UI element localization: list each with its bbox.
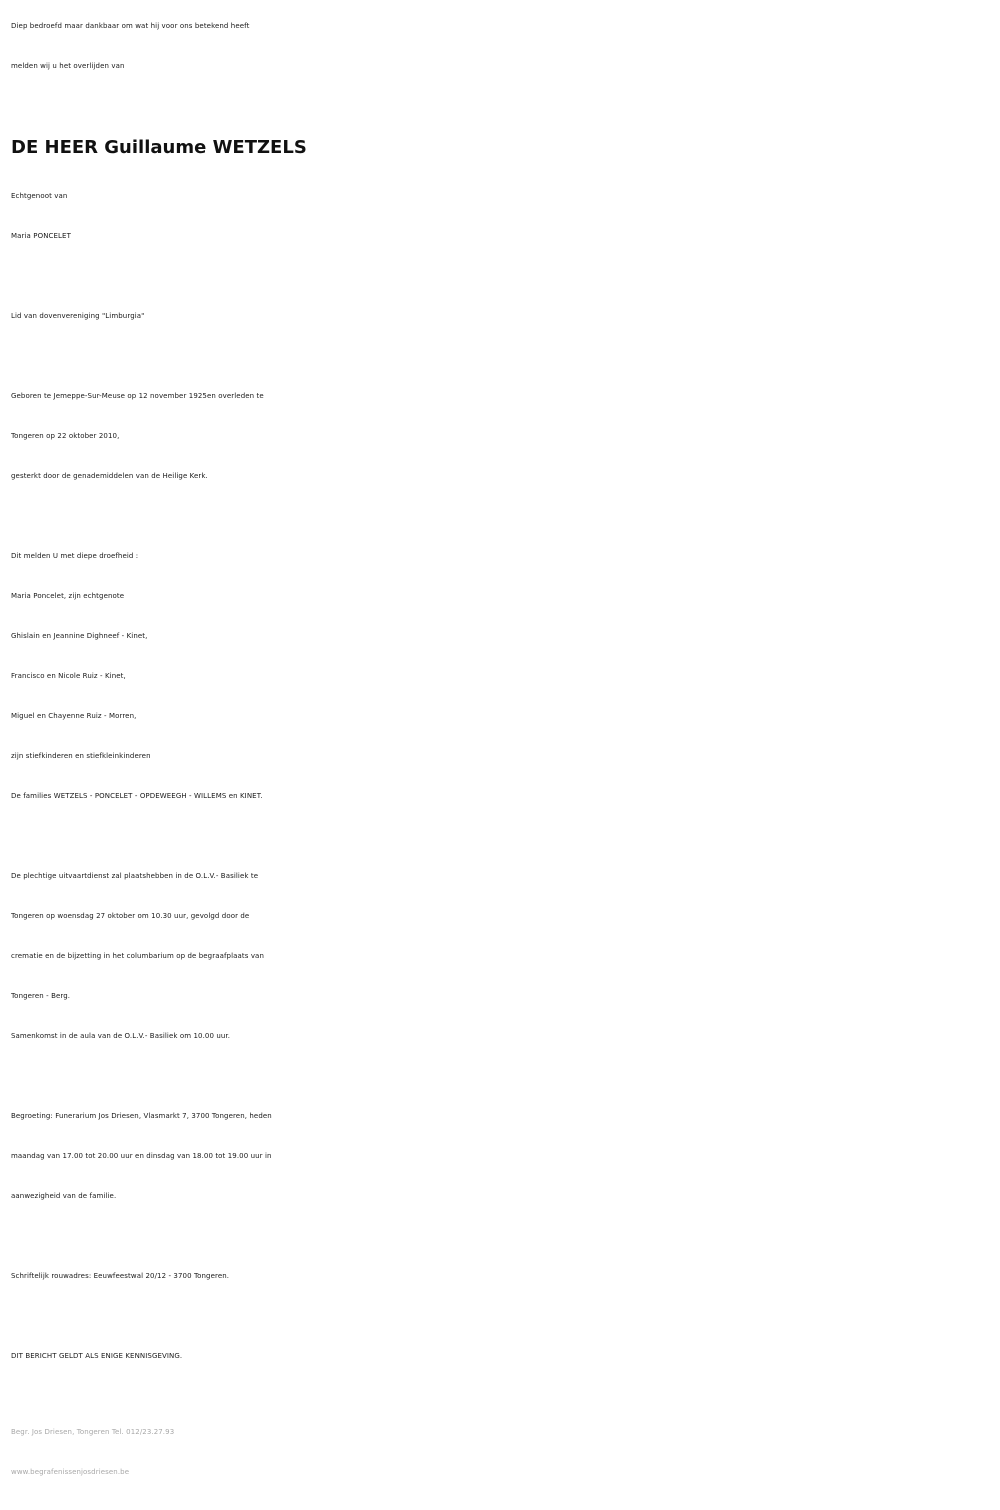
service-line: crematie en de bijzetting in het columbarium op de begraafplaats van: [11, 952, 264, 960]
condolence-address: Schriftelijk rouwadres: Eeuwfeestwal 20/12 - 3700 Tongeren.: [11, 1272, 230, 1280]
birth-death-line: Geboren te Jemeppe-Sur-Meuse op 12 november 1925en overleden te: [11, 392, 264, 400]
family-line: Dit melden U met diepe droefheid :: [11, 552, 139, 560]
spouse-block: [11, 176, 991, 256]
service-line: Samenkomst in de aula van de O.L.V.- Basiliek om 10.00 uur.: [11, 1032, 231, 1040]
birth-death-line: Tongeren op 22 oktober 2010,: [11, 432, 120, 440]
service-line: De plechtige uitvaartdienst zal plaatshebben in de O.L.V.- Basiliek te: [11, 872, 259, 880]
family-line: Miguel en Chayenne Ruiz - Morren,: [11, 712, 137, 720]
birth-death-block: [11, 376, 991, 496]
family-line: Maria Poncelet, zijn echtgenote: [11, 592, 125, 600]
family-block: [11, 536, 991, 816]
membership-text: Lid van dovenvereniging "Limburgia": [11, 312, 145, 320]
deceased-name: DE HEER Guillaume WETZELS: [11, 137, 307, 158]
service-line: Tongeren op woensdag 27 oktober om 10.30 uur, gevolgd door de: [11, 912, 250, 920]
funeral-home-contact: Begr. Jos Driesen, Tongeren Tel. 012/23.27.93: [11, 1428, 175, 1436]
footer: [11, 1412, 991, 1492]
family-line: zijn stiefkinderen en stiefkleinkinderen: [11, 752, 151, 760]
family-line: Ghislain en Jeannine Dighneef - Kinet,: [11, 632, 148, 640]
website-link[interactable]: www.begrafenissenjosdriesen.be: [11, 1468, 130, 1476]
family-line: De families WETZELS - PONCELET - OPDEWEEGH - WILLEMS en KINET.: [11, 792, 263, 800]
spouse-label: Echtgenoot van: [11, 192, 68, 200]
visitation-line: Begroeting: Funerarium Jos Driesen, Vlasmarkt 7, 3700 Tongeren, heden: [11, 1112, 272, 1120]
intro-line: Diep bedroefd maar dankbaar om wat hij voor ons betekend heeft: [11, 22, 250, 30]
intro-text: [11, 0, 991, 86]
visitation-block: [11, 1096, 991, 1216]
spouse-name: Maria PONCELET: [11, 232, 71, 240]
intro-line: melden wij u het overlijden van: [11, 62, 125, 70]
obituary-notice: [11, 0, 991, 1492]
birth-death-line: gesterkt door de genademiddelen van de Heilige Kerk.: [11, 472, 208, 480]
service-line: Tongeren - Berg.: [11, 992, 71, 1000]
service-block: [11, 856, 991, 1056]
visitation-line: maandag van 17.00 tot 20.00 uur en dinsdag van 18.00 tot 19.00 uur in: [11, 1152, 272, 1160]
notice-statement: DIT BERICHT GELDT ALS ENIGE KENNISGEVING.: [11, 1352, 183, 1360]
family-line: Francisco en Nicole Ruiz - Kinet,: [11, 672, 126, 680]
visitation-line: aanwezigheid van de familie.: [11, 1192, 117, 1200]
